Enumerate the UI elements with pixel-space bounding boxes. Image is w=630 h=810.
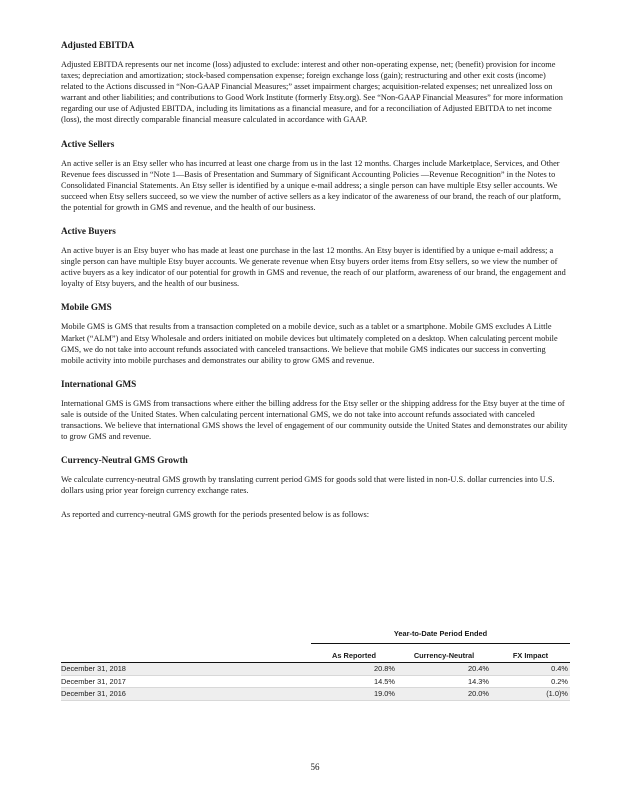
- cell-as-reported: 20.8%: [311, 663, 397, 676]
- column-header-fx-impact: FX Impact: [491, 643, 570, 663]
- section-mobile-gms: [61, 302, 570, 365]
- section-international-gms: [61, 379, 570, 442]
- period-header: Year-to-Date Period Ended: [311, 628, 570, 643]
- cell-currency-neutral: 14.3%: [397, 675, 491, 688]
- section-active-buyers: [61, 226, 570, 289]
- row-label: December 31, 2018: [61, 663, 311, 676]
- column-header-as-reported: As Reported: [311, 643, 397, 663]
- table-row: [61, 663, 570, 676]
- page-number: 56: [310, 762, 320, 772]
- gms-growth-table: [61, 628, 570, 701]
- section-heading: Mobile GMS: [61, 302, 112, 313]
- section-paragraph: International GMS is GMS from transactions where either the billing address for the Etsy seller or the shipping address for the Etsy buyer at the time of sale is outside of the United States. When calculating percent international GMS, we do not take into account refunds associated with canceled transactions. We believe that international GMS shows the level of engagement of our community outside the United States and demonstrates our ability to grow GMS and revenue.: [61, 398, 568, 442]
- table-intro: As reported and currency-neutral GMS growth for the periods presented below is as follows:: [61, 510, 370, 520]
- section-currency-neutral-gms: [61, 455, 570, 520]
- section-paragraph: Adjusted EBITDA represents our net income (loss) adjusted to exclude: interest and other non-operating expense, net; (benefit) provision for income taxes; depreciation and amortization; stock-based compensation expense; foreign exchange loss (gain); restructuring and other exit costs (income) related to the Actions discussed in “Non-GAAP Financial Measures;” asset impairment charges; acquisition-related expenses; net unrealized loss on warrant and other liabilities; and contributions to Good Work Institute (formerly Etsy.org). See “Non-GAAP Financial Measures” for more information regarding our use of Adjusted EBITDA, including its limitations as a financial measure, and for a reconciliation of Adjusted EBITDA to net income (loss), the most directly comparable financial measure calculated in accordance with GAAP.: [61, 60, 563, 125]
- section-heading: International GMS: [61, 378, 137, 389]
- cell-fx-impact: 0.2%: [491, 675, 570, 688]
- section-adjusted-ebitda: [61, 40, 570, 126]
- cell-currency-neutral: 20.0%: [397, 688, 491, 701]
- section-heading: Active Buyers: [61, 226, 116, 237]
- section-heading: Active Sellers: [61, 138, 115, 149]
- section-active-sellers: [61, 139, 570, 213]
- section-heading: Adjusted EBITDA: [61, 40, 135, 50]
- section-paragraph: We calculate currency-neutral GMS growth by translating current period GMS for goods sold that were listed in non-U.S. dollar currencies into U.S. dollars using prior year foreign currency exchange rates.: [61, 475, 555, 496]
- row-label: December 31, 2016: [61, 688, 311, 701]
- document-body: [61, 40, 570, 533]
- table-row: [61, 688, 570, 701]
- cell-as-reported: 19.0%: [311, 688, 397, 701]
- section-paragraph: Mobile GMS is GMS that results from a transaction completed on a mobile device, such as a tablet or a smartphone. Mobile GMS excludes A Little Market (“ALM”) and Etsy Wholesale and orders initiated on mobile devices but ultimately completed on a desktop. When calculating percent mobile GMS, we do not take into account refunds associated with canceled transactions. We believe that mobile GMS indicates our success in converting mobile activity into mobile purchases and demonstrates our ability to grow GMS and revenue.: [61, 322, 558, 365]
- cell-currency-neutral: 20.4%: [397, 663, 491, 676]
- cell-fx-impact: (1.0)%: [491, 688, 570, 701]
- cell-fx-impact: 0.4%: [491, 663, 570, 676]
- section-paragraph: An active seller is an Etsy seller who has incurred at least one charge from us in the last 12 months. Charges include Marketplace, Services, and Other Revenue fees discussed in “Note 1—Basis of Presentation and Summary of Significant Accounting Policies —Revenue Recognition” in the Notes to Consolidated Financial Statements. An Etsy seller is identified by a unique e-mail address; a single person can have multiple Etsy seller accounts. We succeed when Etsy sellers succeed, so we view the number of active sellers as a key indicator of the awareness of our brand, the reach of our platform, the potential for growth in GMS and revenue, and the health of our business.: [61, 158, 561, 212]
- section-paragraph: An active buyer is an Etsy buyer who has made at least one purchase in the last 12 months. An Etsy buyer is identified by a unique e-mail address; a single person can have multiple Etsy buyer accounts. We generate revenue when Etsy buyers order items from Etsy sellers, so we view the number of active buyers as a key indicator of our potential for growth in GMS and revenue, the reach of our platform, awareness of our brand, the engagement and loyalty of Etsy buyers, and the health of our business.: [61, 246, 566, 289]
- cell-as-reported: 14.5%: [311, 675, 397, 688]
- column-header-row: [61, 643, 570, 663]
- row-label: December 31, 2017: [61, 675, 311, 688]
- table-row: [61, 675, 570, 688]
- column-header-currency-neutral: Currency-Neutral: [397, 643, 491, 663]
- period-header-row: [61, 628, 570, 643]
- section-heading: Currency-Neutral GMS Growth: [61, 455, 188, 466]
